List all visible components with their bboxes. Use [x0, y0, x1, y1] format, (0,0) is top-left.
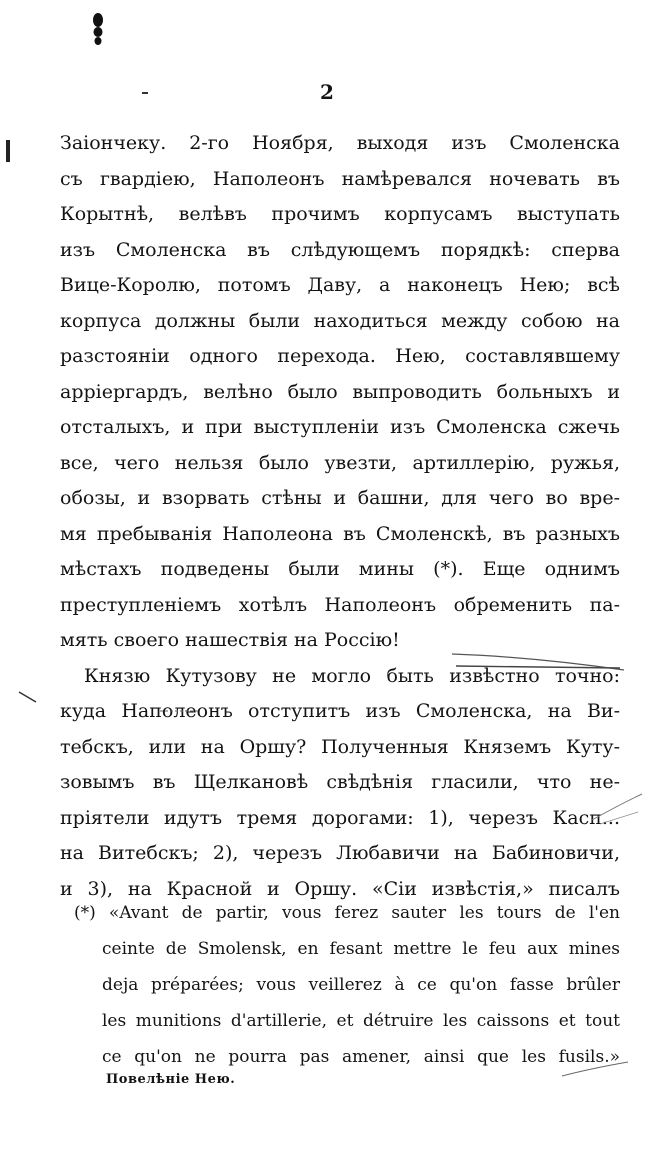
text-line: мять своего нашествiя на Россiю!: [60, 629, 400, 651]
text-line: все, чего нельзя было увезти, артиллерiю, ружья,: [60, 451, 620, 474]
page-number: 2: [320, 80, 335, 104]
text-line: отсталыхъ, и при выступленiи изъ Смоленска сжечь: [60, 416, 620, 438]
text-line: изъ Смоленска въ слѣдующемъ порядкѣ: сперва: [60, 238, 620, 261]
page-number-header: [0, 80, 655, 104]
footnote-line: (*) «Avant de partir, vous ferez sauter les tours de l'en: [74, 903, 620, 923]
text-line: съ гвардiею, Наполеонъ намѣревался ночевать въ: [60, 167, 620, 190]
text-line: Князю Кутузову не могло быть извѣстно точно:: [84, 664, 620, 687]
text-line: обозы, и взорвать стѣны и башни, для чего во вре-: [60, 487, 620, 509]
footnote-line: deja préparées; vous veillerez à ce qu'on fasse brûler: [102, 975, 620, 995]
footnote-line: ce qu'on ne pourra pas amener, ainsi que les fusils.»: [102, 1047, 620, 1067]
footnote: [74, 895, 620, 1075]
text-line: преступленiемъ хотѣлъ Наполеонъ обременить па-: [60, 593, 620, 616]
text-line: мѣстахъ подведены были мины (*). Еще однимъ: [60, 558, 620, 580]
text-line: Вице-Королю, потомъ Даву, а наконецъ Нею; всѣ: [60, 274, 620, 296]
text-line: зовымъ въ Щелкановѣ свѣдѣнiя гласили, что не-: [60, 771, 620, 793]
text-line: корпуса должны были находиться между собою на: [60, 309, 620, 332]
footnote-line: les munitions d'artillerie, et détruire les caissons et tout: [102, 1011, 620, 1031]
text-line: Корытнѣ, велѣвъ прочимъ корпусамъ выступать: [60, 203, 620, 225]
text-line: тебскъ, или на Оршу? Полученныя Княземъ Куту-: [60, 735, 620, 758]
ink-blot-mark: [92, 12, 104, 46]
text-line: на Витебскъ; 2), черезъ Любавичи на Бабиновичи,: [60, 842, 620, 864]
text-line: разстоянiи одного перехода. Нею, составлявшему: [60, 345, 620, 367]
margin-pencil-mark: [18, 690, 38, 704]
footnote-signature: Повелѣнiе Нею.: [106, 1072, 236, 1087]
text-line: и 3), на Красной и Оршу. «Сiи извѣстiя,» писалъ: [60, 877, 620, 900]
main-body-text: [60, 126, 620, 907]
text-line: мя пребыванiя Наполеона въ Смоленскѣ, въ разныхъ: [60, 522, 620, 545]
margin-tick-mark: [6, 140, 10, 162]
text-line: Заiончеку. 2-го Ноября, выходя изъ Смоленска: [60, 132, 620, 154]
header-dash: [142, 92, 148, 94]
text-line: прiятели идутъ тремя дорогами: 1), черезъ Касп...: [60, 806, 620, 829]
text-line: аррiергардъ, велѣно было выпроводить больныхъ и: [60, 380, 620, 403]
footnote-line: ceinte de Smolensk, en fesant mettre le feu aux mines: [102, 939, 620, 959]
text-line: куда Наполеонъ отступитъ изъ Смоленска, на Ви-: [60, 700, 620, 722]
